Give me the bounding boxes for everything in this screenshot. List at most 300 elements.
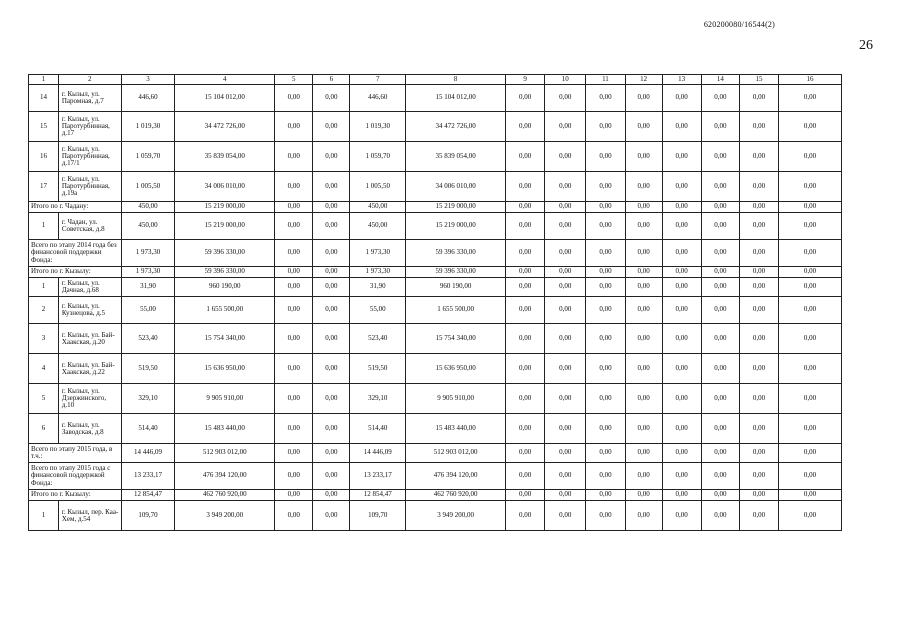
- value-cell: 446,60: [350, 85, 406, 112]
- value-cell: 0,00: [701, 240, 739, 267]
- value-cell: 0,00: [625, 267, 662, 278]
- address-cell: г. Кызыл, ул. Паромная, д.7: [58, 85, 121, 112]
- value-cell: 0,00: [662, 112, 701, 142]
- value-cell: 0,00: [545, 354, 586, 384]
- value-cell: 0,00: [545, 85, 586, 112]
- value-cell: 31,90: [121, 278, 175, 297]
- column-number-cell: 6: [313, 75, 350, 85]
- value-cell: 0,00: [779, 240, 842, 267]
- value-cell: 0,00: [625, 112, 662, 142]
- value-cell: 15 483 440,00: [175, 414, 275, 444]
- value-cell: 0,00: [739, 414, 778, 444]
- value-cell: 0,00: [701, 501, 739, 531]
- row-number: 4: [29, 354, 59, 384]
- total-row: [29, 463, 842, 490]
- value-cell: 0,00: [275, 354, 313, 384]
- value-cell: 0,00: [506, 172, 545, 202]
- value-cell: 0,00: [275, 297, 313, 324]
- value-cell: 0,00: [586, 213, 625, 240]
- value-cell: 0,00: [506, 142, 545, 172]
- value-cell: 0,00: [506, 85, 545, 112]
- value-cell: 0,00: [625, 354, 662, 384]
- value-cell: 0,00: [275, 202, 313, 213]
- value-cell: 1 005,50: [350, 172, 406, 202]
- value-cell: 34 472 726,00: [175, 112, 275, 142]
- value-cell: 1 059,70: [121, 142, 175, 172]
- value-cell: 13 233,17: [121, 463, 175, 490]
- value-cell: 0,00: [625, 213, 662, 240]
- value-cell: 0,00: [779, 172, 842, 202]
- value-cell: 3 949 200,00: [406, 501, 506, 531]
- value-cell: 0,00: [506, 501, 545, 531]
- total-row: [29, 444, 842, 463]
- value-cell: 0,00: [506, 490, 545, 501]
- value-cell: 0,00: [662, 384, 701, 414]
- value-cell: 0,00: [701, 354, 739, 384]
- value-cell: 0,00: [506, 384, 545, 414]
- value-cell: 0,00: [545, 112, 586, 142]
- address-cell: г. Чадан, ул. Советская, д.8: [58, 213, 121, 240]
- value-cell: 109,70: [350, 501, 406, 531]
- value-cell: 0,00: [662, 240, 701, 267]
- value-cell: 55,00: [350, 297, 406, 324]
- address-cell: г. Кызыл, ул. Паротурбинная, д.19а: [58, 172, 121, 202]
- value-cell: 0,00: [545, 297, 586, 324]
- row-number: 17: [29, 172, 59, 202]
- value-cell: 15 754 340,00: [406, 324, 506, 354]
- value-cell: 446,60: [121, 85, 175, 112]
- value-cell: 0,00: [275, 324, 313, 354]
- value-cell: 0,00: [701, 324, 739, 354]
- value-cell: 15 754 340,00: [175, 324, 275, 354]
- value-cell: 0,00: [779, 490, 842, 501]
- row-number: 2: [29, 297, 59, 324]
- value-cell: 960 190,00: [175, 278, 275, 297]
- value-cell: 0,00: [586, 278, 625, 297]
- page-number: 26: [859, 38, 873, 53]
- value-cell: 0,00: [701, 213, 739, 240]
- value-cell: 0,00: [701, 490, 739, 501]
- value-cell: 0,00: [313, 297, 350, 324]
- value-cell: 109,70: [121, 501, 175, 531]
- total-label: Итого по г. Кызылу:: [29, 267, 122, 278]
- value-cell: 0,00: [545, 324, 586, 354]
- value-cell: 0,00: [701, 463, 739, 490]
- total-label: Всего по этапу 2014 года без финансовой поддержки Фонда:: [29, 240, 122, 267]
- value-cell: 0,00: [586, 490, 625, 501]
- value-cell: 0,00: [313, 414, 350, 444]
- value-cell: 0,00: [275, 384, 313, 414]
- value-cell: 0,00: [275, 501, 313, 531]
- value-cell: 0,00: [545, 240, 586, 267]
- value-cell: 0,00: [662, 172, 701, 202]
- row-number: 15: [29, 112, 59, 142]
- value-cell: 0,00: [586, 85, 625, 112]
- value-cell: 0,00: [275, 414, 313, 444]
- value-cell: 35 839 054,00: [406, 142, 506, 172]
- value-cell: 0,00: [313, 463, 350, 490]
- value-cell: 0,00: [739, 142, 778, 172]
- value-cell: 1 973,30: [121, 267, 175, 278]
- data-table: [28, 74, 842, 531]
- value-cell: 34 006 010,00: [175, 172, 275, 202]
- value-cell: 0,00: [313, 444, 350, 463]
- value-cell: 0,00: [779, 414, 842, 444]
- table-row: [29, 297, 842, 324]
- value-cell: 0,00: [586, 444, 625, 463]
- value-cell: 0,00: [701, 202, 739, 213]
- value-cell: 0,00: [586, 267, 625, 278]
- value-cell: 0,00: [275, 142, 313, 172]
- value-cell: 450,00: [350, 202, 406, 213]
- table-row: [29, 278, 842, 297]
- column-number-cell: 9: [506, 75, 545, 85]
- column-number-row: [29, 75, 842, 85]
- value-cell: 476 394 120,00: [175, 463, 275, 490]
- value-cell: 0,00: [545, 444, 586, 463]
- value-cell: 0,00: [662, 85, 701, 112]
- value-cell: 0,00: [625, 297, 662, 324]
- column-number-cell: 7: [350, 75, 406, 85]
- value-cell: 34 472 726,00: [406, 112, 506, 142]
- table-row: [29, 414, 842, 444]
- value-cell: 0,00: [662, 501, 701, 531]
- value-cell: 0,00: [313, 172, 350, 202]
- value-cell: 512 903 012,00: [406, 444, 506, 463]
- row-number: 3: [29, 324, 59, 354]
- value-cell: 0,00: [662, 267, 701, 278]
- table-row: [29, 501, 842, 531]
- value-cell: 0,00: [545, 267, 586, 278]
- value-cell: 0,00: [275, 112, 313, 142]
- value-cell: 0,00: [739, 213, 778, 240]
- value-cell: 0,00: [625, 240, 662, 267]
- value-cell: 519,50: [121, 354, 175, 384]
- total-label: Итого по г. Кызылу:: [29, 490, 122, 501]
- table-row: [29, 85, 842, 112]
- value-cell: 0,00: [506, 112, 545, 142]
- value-cell: 0,00: [779, 142, 842, 172]
- value-cell: 0,00: [662, 490, 701, 501]
- value-cell: 0,00: [506, 202, 545, 213]
- value-cell: 12 854,47: [121, 490, 175, 501]
- value-cell: 9 905 910,00: [406, 384, 506, 414]
- column-number-cell: 5: [275, 75, 313, 85]
- value-cell: 523,40: [350, 324, 406, 354]
- value-cell: 0,00: [701, 444, 739, 463]
- table-row: [29, 384, 842, 414]
- value-cell: 523,40: [121, 324, 175, 354]
- address-cell: г. Кызыл, ул. Кузнецова, д.5: [58, 297, 121, 324]
- value-cell: 0,00: [586, 240, 625, 267]
- value-cell: 462 760 920,00: [175, 490, 275, 501]
- value-cell: 0,00: [545, 202, 586, 213]
- value-cell: 0,00: [506, 297, 545, 324]
- table-row: [29, 112, 842, 142]
- value-cell: 0,00: [779, 444, 842, 463]
- value-cell: 0,00: [662, 324, 701, 354]
- value-cell: 59 396 330,00: [175, 267, 275, 278]
- value-cell: 0,00: [779, 324, 842, 354]
- row-number: 5: [29, 384, 59, 414]
- total-label: Всего по этапу 2015 года с финансовой поддержкой Фонда:: [29, 463, 122, 490]
- column-number-cell: 13: [662, 75, 701, 85]
- value-cell: 0,00: [739, 297, 778, 324]
- value-cell: 0,00: [625, 414, 662, 444]
- value-cell: 0,00: [625, 501, 662, 531]
- table-row: [29, 142, 842, 172]
- value-cell: 15 104 012,00: [175, 85, 275, 112]
- value-cell: 1 973,30: [350, 240, 406, 267]
- address-cell: г. Кызыл, ул. Бай-Хаакская, д.22: [58, 354, 121, 384]
- value-cell: 0,00: [625, 463, 662, 490]
- value-cell: 0,00: [545, 463, 586, 490]
- value-cell: 0,00: [701, 267, 739, 278]
- table-body: [29, 75, 842, 531]
- value-cell: 0,00: [662, 142, 701, 172]
- value-cell: 0,00: [701, 142, 739, 172]
- total-row: [29, 267, 842, 278]
- value-cell: 0,00: [275, 463, 313, 490]
- value-cell: 14 446,09: [121, 444, 175, 463]
- column-number-cell: 10: [545, 75, 586, 85]
- value-cell: 0,00: [275, 172, 313, 202]
- value-cell: 960 190,00: [406, 278, 506, 297]
- value-cell: 0,00: [275, 444, 313, 463]
- value-cell: 0,00: [739, 444, 778, 463]
- value-cell: 0,00: [701, 85, 739, 112]
- value-cell: 0,00: [313, 213, 350, 240]
- value-cell: 0,00: [701, 414, 739, 444]
- value-cell: 0,00: [779, 112, 842, 142]
- value-cell: 15 104 012,00: [406, 85, 506, 112]
- row-number: 1: [29, 213, 59, 240]
- value-cell: 1 973,30: [121, 240, 175, 267]
- column-number-cell: 16: [779, 75, 842, 85]
- address-cell: г. Кызыл, ул. Дзержинского, д.10: [58, 384, 121, 414]
- value-cell: 0,00: [313, 501, 350, 531]
- total-row: [29, 202, 842, 213]
- value-cell: 0,00: [739, 501, 778, 531]
- total-label: Итого по г. Чадану:: [29, 202, 122, 213]
- value-cell: 1 005,50: [121, 172, 175, 202]
- value-cell: 15 219 000,00: [406, 202, 506, 213]
- value-cell: 9 905 910,00: [175, 384, 275, 414]
- value-cell: 0,00: [275, 267, 313, 278]
- table-row: [29, 213, 842, 240]
- value-cell: 0,00: [586, 172, 625, 202]
- value-cell: 0,00: [625, 142, 662, 172]
- value-cell: 0,00: [545, 414, 586, 444]
- value-cell: 0,00: [586, 112, 625, 142]
- value-cell: 0,00: [739, 384, 778, 414]
- value-cell: 0,00: [662, 213, 701, 240]
- value-cell: 1 655 500,00: [406, 297, 506, 324]
- total-row: [29, 490, 842, 501]
- value-cell: 0,00: [779, 297, 842, 324]
- value-cell: 0,00: [625, 324, 662, 354]
- value-cell: 0,00: [313, 384, 350, 414]
- column-number-cell: 3: [121, 75, 175, 85]
- value-cell: 0,00: [779, 267, 842, 278]
- value-cell: 0,00: [275, 240, 313, 267]
- value-cell: 15 636 950,00: [406, 354, 506, 384]
- value-cell: 0,00: [739, 172, 778, 202]
- value-cell: 34 006 010,00: [406, 172, 506, 202]
- value-cell: 0,00: [625, 278, 662, 297]
- value-cell: 0,00: [662, 444, 701, 463]
- value-cell: 0,00: [779, 354, 842, 384]
- column-number-cell: 15: [739, 75, 778, 85]
- value-cell: 0,00: [739, 267, 778, 278]
- address-cell: г. Кызыл, ул. Паротурбинная, д.17: [58, 112, 121, 142]
- address-cell: г. Кызыл, пер. Каа-Хем, д.54: [58, 501, 121, 531]
- row-number: 1: [29, 278, 59, 297]
- value-cell: 0,00: [662, 354, 701, 384]
- value-cell: 1 019,30: [121, 112, 175, 142]
- value-cell: 0,00: [545, 213, 586, 240]
- value-cell: 12 854,47: [350, 490, 406, 501]
- value-cell: 0,00: [662, 297, 701, 324]
- value-cell: 0,00: [701, 172, 739, 202]
- value-cell: 0,00: [586, 324, 625, 354]
- value-cell: 0,00: [313, 112, 350, 142]
- total-label: Всего по этапу 2015 года, в т.ч.:: [29, 444, 122, 463]
- value-cell: 0,00: [545, 142, 586, 172]
- value-cell: 0,00: [506, 240, 545, 267]
- table-row: [29, 354, 842, 384]
- value-cell: 0,00: [701, 297, 739, 324]
- value-cell: 0,00: [625, 202, 662, 213]
- value-cell: 0,00: [313, 142, 350, 172]
- column-number-cell: 2: [58, 75, 121, 85]
- table-row: [29, 324, 842, 354]
- value-cell: 0,00: [506, 278, 545, 297]
- value-cell: 0,00: [779, 463, 842, 490]
- value-cell: 0,00: [779, 278, 842, 297]
- column-number-cell: 1: [29, 75, 59, 85]
- address-cell: г. Кызыл, ул. Паротурбинная, д.17/1: [58, 142, 121, 172]
- row-number: 6: [29, 414, 59, 444]
- value-cell: 0,00: [506, 444, 545, 463]
- value-cell: 329,10: [350, 384, 406, 414]
- address-cell: г. Кызыл, ул. Бай-Хаакская, д.20: [58, 324, 121, 354]
- value-cell: 0,00: [779, 213, 842, 240]
- value-cell: 519,50: [350, 354, 406, 384]
- value-cell: 15 483 440,00: [406, 414, 506, 444]
- value-cell: 3 949 200,00: [175, 501, 275, 531]
- column-number-cell: 12: [625, 75, 662, 85]
- row-number: 16: [29, 142, 59, 172]
- value-cell: 0,00: [779, 202, 842, 213]
- value-cell: 1 973,30: [350, 267, 406, 278]
- value-cell: 0,00: [275, 85, 313, 112]
- value-cell: 55,00: [121, 297, 175, 324]
- value-cell: 59 396 330,00: [175, 240, 275, 267]
- row-number: 14: [29, 85, 59, 112]
- value-cell: 329,10: [121, 384, 175, 414]
- value-cell: 0,00: [586, 354, 625, 384]
- total-row: [29, 240, 842, 267]
- column-number-cell: 14: [701, 75, 739, 85]
- value-cell: 1 019,30: [350, 112, 406, 142]
- column-number-cell: 4: [175, 75, 275, 85]
- value-cell: 0,00: [739, 278, 778, 297]
- value-cell: 0,00: [625, 172, 662, 202]
- value-cell: 0,00: [313, 267, 350, 278]
- value-cell: 476 394 120,00: [406, 463, 506, 490]
- value-cell: 0,00: [545, 501, 586, 531]
- row-number: 1: [29, 501, 59, 531]
- value-cell: 15 219 000,00: [406, 213, 506, 240]
- value-cell: 0,00: [739, 85, 778, 112]
- value-cell: 0,00: [739, 112, 778, 142]
- value-cell: 0,00: [506, 324, 545, 354]
- value-cell: 15 219 000,00: [175, 213, 275, 240]
- value-cell: 15 219 000,00: [175, 202, 275, 213]
- value-cell: 0,00: [275, 278, 313, 297]
- column-number-cell: 8: [406, 75, 506, 85]
- value-cell: 0,00: [545, 384, 586, 414]
- value-cell: 0,00: [625, 85, 662, 112]
- value-cell: 59 396 330,00: [406, 240, 506, 267]
- value-cell: 0,00: [739, 354, 778, 384]
- value-cell: 0,00: [506, 267, 545, 278]
- value-cell: 0,00: [586, 501, 625, 531]
- value-cell: 0,00: [586, 414, 625, 444]
- address-cell: г. Кызыл, ул. Дачная, д.68: [58, 278, 121, 297]
- value-cell: 0,00: [662, 278, 701, 297]
- value-cell: 0,00: [701, 384, 739, 414]
- value-cell: 0,00: [662, 202, 701, 213]
- value-cell: 0,00: [739, 463, 778, 490]
- value-cell: 1 059,70: [350, 142, 406, 172]
- value-cell: 0,00: [545, 278, 586, 297]
- value-cell: 14 446,09: [350, 444, 406, 463]
- value-cell: 0,00: [586, 297, 625, 324]
- value-cell: 0,00: [545, 172, 586, 202]
- value-cell: 0,00: [313, 490, 350, 501]
- value-cell: 35 839 054,00: [175, 142, 275, 172]
- value-cell: 0,00: [662, 463, 701, 490]
- value-cell: 514,40: [350, 414, 406, 444]
- value-cell: 0,00: [739, 202, 778, 213]
- value-cell: 0,00: [586, 463, 625, 490]
- value-cell: 462 760 920,00: [406, 490, 506, 501]
- value-cell: 0,00: [586, 202, 625, 213]
- value-cell: 512 903 012,00: [175, 444, 275, 463]
- value-cell: 0,00: [313, 202, 350, 213]
- value-cell: 0,00: [506, 463, 545, 490]
- value-cell: 0,00: [506, 414, 545, 444]
- value-cell: 0,00: [701, 278, 739, 297]
- value-cell: 0,00: [313, 354, 350, 384]
- value-cell: 0,00: [545, 490, 586, 501]
- value-cell: 0,00: [275, 490, 313, 501]
- value-cell: 15 636 950,00: [175, 354, 275, 384]
- value-cell: 0,00: [313, 278, 350, 297]
- value-cell: 0,00: [313, 85, 350, 112]
- value-cell: 0,00: [739, 240, 778, 267]
- value-cell: 1 655 500,00: [175, 297, 275, 324]
- value-cell: 450,00: [121, 213, 175, 240]
- value-cell: 0,00: [739, 490, 778, 501]
- address-cell: г. Кызыл, ул. Заводская, д.8: [58, 414, 121, 444]
- table-row: [29, 172, 842, 202]
- value-cell: 0,00: [506, 354, 545, 384]
- column-number-cell: 11: [586, 75, 625, 85]
- value-cell: 13 233,17: [350, 463, 406, 490]
